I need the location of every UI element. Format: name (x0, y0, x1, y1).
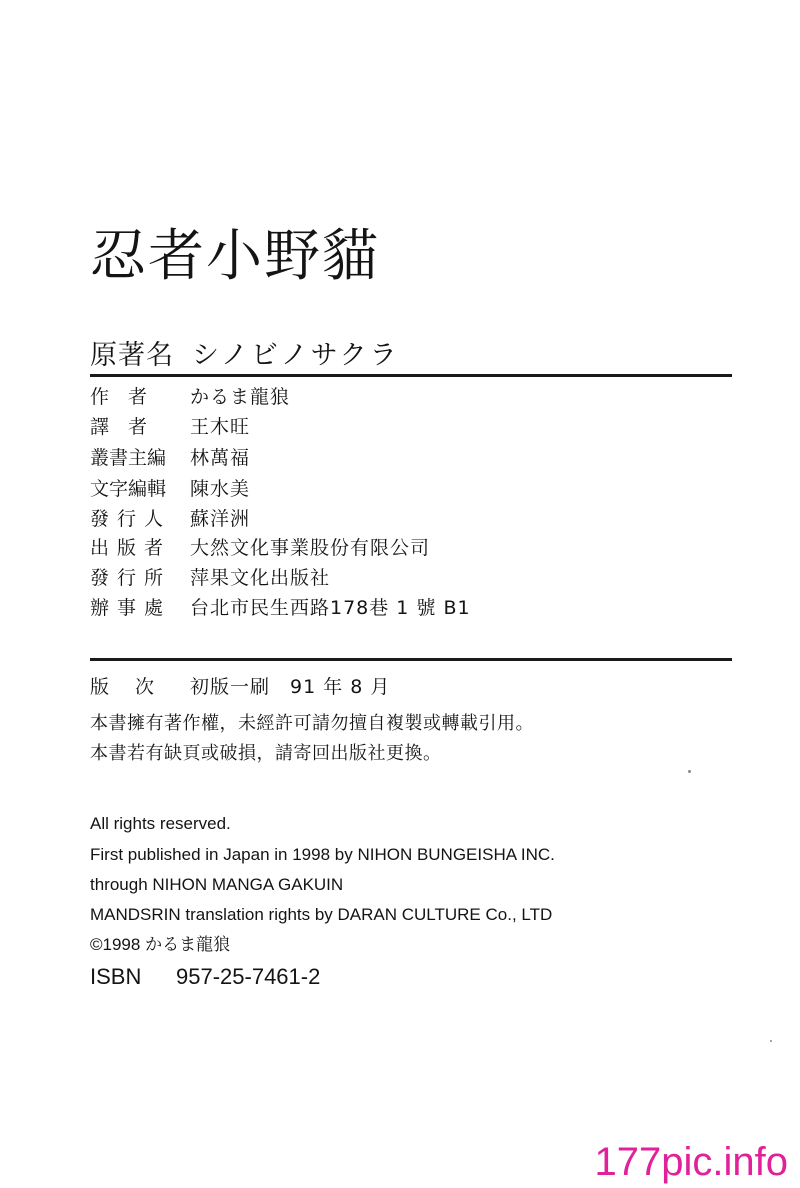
credit-name: 萍果文化出版社 (190, 567, 331, 589)
translation-rights: MANDSRIN translation rights by DARAN CULTURE Co., LTD (90, 905, 553, 924)
credit-role: 辦事處 (90, 597, 172, 619)
isbn-value: 957-25-7461-2 (176, 964, 321, 989)
credit-name: 林萬福 (190, 447, 251, 469)
credit-role: 出版者 (90, 537, 172, 559)
scan-speck (770, 1040, 772, 1042)
scan-speck (688, 770, 691, 773)
original-title-value: シノビノサクラ (192, 340, 400, 371)
credit-role: 作 者 (90, 386, 148, 408)
divider-bottom (90, 658, 732, 661)
divider-top (90, 374, 732, 377)
credit-role: 文字編輯 (90, 478, 167, 500)
credit-name: かるま龍狼 (190, 386, 291, 408)
original-title-label: 原著名 (90, 340, 174, 371)
credit-role: 叢書主編 (90, 447, 167, 469)
credit-name: 蘇洋洲 (190, 508, 251, 530)
edition-line (90, 673, 390, 701)
isbn-label: ISBN (90, 964, 142, 989)
credit-role: 譯 者 (90, 416, 148, 438)
isbn-line (90, 962, 320, 992)
credit-name: 王木旺 (190, 416, 251, 438)
copyright-notice: 本書擁有著作權，未經許可請勿擅自複製或轉載引用。 (90, 713, 534, 734)
original-title (90, 340, 730, 372)
credit-name: 大然文化事業股份有限公司 (190, 537, 431, 559)
credit-name: 陳水美 (190, 478, 251, 500)
credit-role: 發行人 (90, 508, 172, 530)
credit-name: 台北市民生西路178巷 1 號 B1 (190, 597, 471, 619)
watermark[interactable]: 177pic.info (594, 1140, 788, 1184)
rights-reserved: All rights reserved. (90, 814, 231, 833)
copyright-line: ©1998 かるま龍狼 (90, 935, 231, 954)
through-agency: through NIHON MANGA GAKUIN (90, 875, 344, 894)
edition-label: 版次 (90, 676, 181, 698)
edition-value: 初版一刷 91 年 8 月 (190, 676, 391, 698)
book-title: 忍者小野貓 (90, 224, 380, 289)
replacement-notice: 本書若有缺頁或破損，請寄回出版社更換。 (90, 743, 442, 764)
first-published: First published in Japan in 1998 by NIHON BUNGEISHA INC. (90, 845, 555, 864)
credit-role: 發行所 (90, 567, 172, 589)
